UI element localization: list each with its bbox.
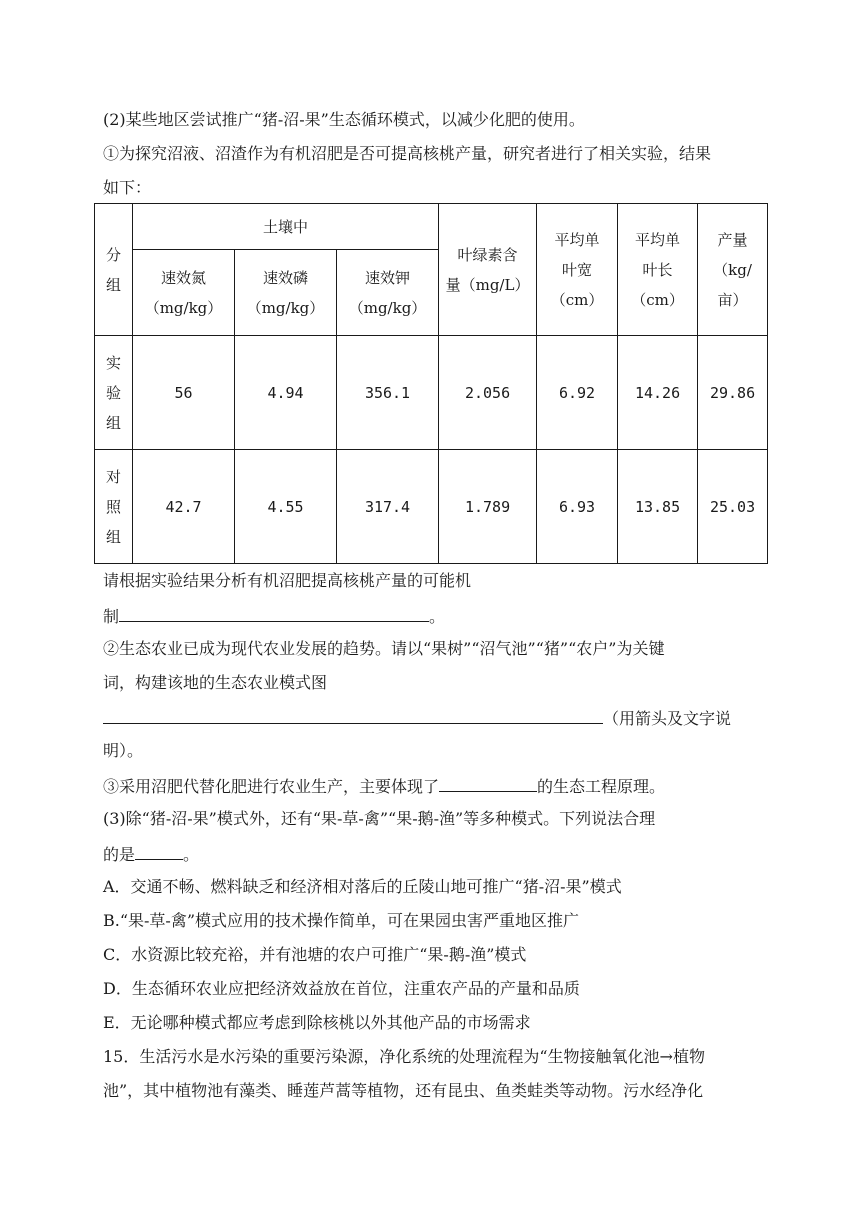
nitrogen-header: 速效氮 （mg/kg） (133, 250, 235, 336)
q2-intro: (2)某些地区尝试推广“猪-沼-果”生态循环模式，以减少化肥的使用。 (103, 110, 585, 129)
q3-text-cont: 的是 。 (103, 841, 199, 867)
option-a: A．交通不畅、燃料缺乏和经济相对落后的丘陵山地可推广“猪-沼-果”模式 (103, 877, 622, 896)
row-label: 实 验 组 (95, 336, 133, 450)
q15-text: 15．生活污水是水污染的重要污染源，净化系统的处理流程为“生物接触氧化池→植物 (103, 1047, 705, 1066)
mechanism-answer-blank[interactable] (119, 603, 429, 622)
q2-2-end: 明）。 (103, 741, 144, 760)
table-cell: 4.94 (235, 336, 337, 450)
q2-1-text-cont: 如下： (103, 178, 152, 197)
chlorophyll-header: 叶绿素含 量（mg/L） (439, 204, 537, 336)
phosphorus-header: 速效磷 （mg/kg） (235, 250, 337, 336)
table-cell: 56 (133, 336, 235, 450)
option-d: D．生态循环农业应把经济效益放在首位，注重农产品的产量和品质 (103, 979, 580, 998)
leaf-width-header: 平均单 叶宽 （cm） (537, 204, 618, 336)
table-cell: 25.03 (698, 450, 768, 564)
q3-text: (3)除“猪-沼-果”模式外，还有“果-草-禽”“果-鹅-渔”等多种模式。下列说法合理 (103, 809, 656, 828)
table-cell: 1.789 (439, 450, 537, 564)
table-cell: 14.26 (618, 336, 698, 450)
leaf-length-header: 平均单 叶长 （cm） (618, 204, 698, 336)
q2-2-answer-line: （用箭头及文字说 (103, 705, 731, 731)
table-row (95, 450, 768, 564)
q2-1-text: ①为探究沼液、沼渣作为有机沼肥是否可提高核桃产量，研究者进行了相关实验，结果 (103, 144, 712, 163)
group-header: 分 组 (95, 204, 133, 336)
mechanism-answer-line: 制 。 (103, 603, 445, 629)
model-answer-blank[interactable] (103, 705, 603, 724)
choice-answer-blank[interactable] (135, 841, 183, 860)
principle-answer-blank[interactable] (439, 773, 537, 792)
table-cell: 42.7 (133, 450, 235, 564)
row-label: 对 照 组 (95, 450, 133, 564)
q15-text-cont: 池”，其中植物池有藻类、睡莲芦蒿等植物，还有昆虫、鱼类蛙类等动物。污水经净化 (103, 1081, 704, 1100)
experiment-table (94, 203, 768, 564)
table-cell: 4.55 (235, 450, 337, 564)
table-cell: 13.85 (618, 450, 698, 564)
table-cell: 356.1 (337, 336, 439, 450)
option-e: E．无论哪种模式都应考虑到除核桃以外其他产品的市场需求 (103, 1013, 531, 1032)
q2-2-text: ②生态农业已成为现代农业发展的趋势。请以“果树”“沼气池”“猪”“农户”为关键 (103, 639, 665, 658)
option-c: C．水资源比较充裕，并有池塘的农户可推广“果-鹅-渔”模式 (103, 945, 527, 964)
table-cell: 6.93 (537, 450, 618, 564)
table-row (95, 336, 768, 450)
potassium-header: 速效钾 （mg/kg） (337, 250, 439, 336)
yield-header: 产量 （kg/ 亩） (698, 204, 768, 336)
soil-header: 土壤中 (133, 204, 439, 250)
table-cell: 317.4 (337, 450, 439, 564)
q2-3-text: ③采用沼肥代替化肥进行农业生产，主要体现了 的生态工程原理。 (103, 773, 665, 799)
table-cell: 6.92 (537, 336, 618, 450)
table-cell: 29.86 (698, 336, 768, 450)
mechanism-question: 请根据实验结果分析有机沼肥提高核桃产量的可能机 (103, 571, 472, 590)
q2-2-text-cont: 词，构建该地的生态农业模式图 (103, 673, 328, 692)
option-b: B.“果-草-禽”模式应用的技术操作简单，可在果园虫害严重地区推广 (103, 911, 580, 930)
table-cell: 2.056 (439, 336, 537, 450)
